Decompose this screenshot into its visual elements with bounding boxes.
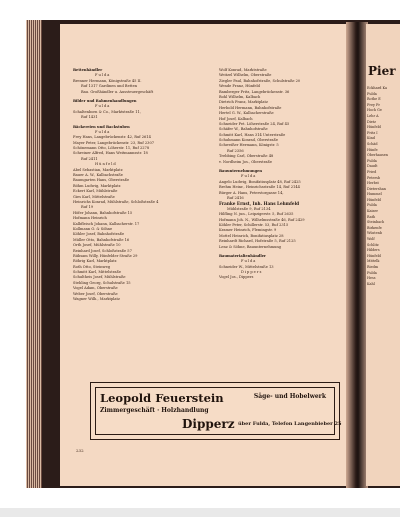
directory-entry: Heinrichs Konrad, Mühlstraße, Schloßstraße 4: [73, 199, 159, 204]
right-page-line: Hoch Ge: [367, 108, 382, 113]
directory-entry: Wende Franz, Hünfeld: [219, 84, 260, 89]
section-heading: Bettenhändler: [73, 68, 103, 72]
directory-entry: Reinhard Josef, Schloßstraße 57: [73, 248, 132, 253]
directory-entry: Kramer Heinrich, Flemingstr. 9: [219, 228, 277, 233]
directory-entry: Lenz & Söhne, Bauunternehmung: [219, 244, 281, 249]
page-edges: [26, 20, 42, 488]
directory-entry: Bamberger Fritz, Langebrückenstr. 36: [219, 89, 290, 94]
ad-trade-secondary: Zimmergeschäft · Holzhandlung: [100, 407, 209, 414]
directory-entry: Schaltenborn & Co., Marktstraße 11,: [73, 109, 141, 114]
right-page-line: Wüstenb: [367, 231, 382, 236]
directory-entry: Mühlstraße 9, Ruf 2134: [227, 206, 271, 211]
right-page-line: Hess: [367, 276, 376, 281]
directory-entry: Rübsam Willy, Hünfelder Straße 29: [73, 253, 138, 258]
directory-entry: Höfer Johann, Bahnhofstraße 15: [73, 210, 133, 215]
right-page-line: Kaiser: [367, 209, 379, 214]
directory-entry: Herbold Hermann, Bahnhofstraße: [219, 105, 282, 110]
directory-entry: Müller Otto, Bahnhofstraße 16: [73, 237, 130, 242]
place-heading: Fulda: [241, 174, 257, 179]
directory-entry: Schultheis Josef, Mühlstraße: [73, 275, 126, 280]
directory-entry: Schönemann Otto, Löherstr. 11, Ruf 2278: [73, 146, 150, 151]
right-page-line: Fulda: [367, 158, 377, 163]
place-heading: Fulda: [95, 104, 111, 109]
right-page-line: Fulda: [367, 203, 377, 208]
section-heading: Bilder und Rahmenhandlungen: [73, 98, 137, 103]
directory-entry: Mottel Heinrich, Bonifatiusplatz 28: [219, 233, 284, 238]
directory-entry: Weber Josef, Oberstraße: [73, 291, 118, 296]
right-page-line: Hünfeld: [367, 197, 381, 202]
directory-entry: v. Nordheim Jos., Oberstraße: [219, 159, 272, 164]
book-gutter: [346, 22, 368, 488]
directory-entry: Ruf 1317 Gardinen und Betten: [81, 84, 138, 89]
directory-entry: Schuhmann Konrad, Oberstraße: [219, 138, 279, 143]
directory-entry: Kollmann O. & Söhne: [73, 226, 113, 231]
right-page-line: Kind: [367, 136, 375, 141]
right-page-line: Birkenfe: [367, 225, 382, 230]
right-page-line: Hünfeld: [367, 253, 381, 258]
directory-entry: Gies Karl, Mittelstraße: [73, 194, 115, 199]
directory-entry: Kalbfleisch Johann, Kalbacherstr. 17: [73, 221, 140, 226]
directory-entry: Schreiner Alfred, Hans Weitmannsstr. 18: [73, 151, 148, 156]
right-page-line: Hünfe: [367, 147, 378, 152]
directory-entry: Weitzel Wilhelm, Oberstraße: [219, 73, 272, 78]
right-page-line: Mittelk: [367, 259, 380, 264]
right-page-line: Eckhard Ka: [367, 86, 388, 90]
directory-entry: Ruf 2356: [227, 148, 244, 153]
right-page-line: Riedm: [367, 265, 379, 269]
place-heading: Dipperz: [241, 270, 263, 275]
directory-entry: Ruf 2416: [227, 195, 244, 200]
right-page-line: Rath: [367, 214, 376, 219]
directory-entry: Wolf Konrad, Marktstraße: [219, 68, 267, 72]
directory-entry: Schweißer Hermann, Königstr. 5: [219, 143, 279, 148]
directory-entry: Baumgarten Hans, Oberstraße: [73, 178, 130, 183]
directory-entry: Ruf 2411: [81, 156, 98, 161]
directory-entry: Bauer A. W., Kalbachstraße: [73, 173, 123, 178]
section-heading: Bäckereien und Backstuben: [73, 124, 130, 129]
directory-entry: Hof Josef, Kalbach: [219, 116, 253, 121]
right-page-line: Dietz: [367, 119, 376, 124]
directory-entry: Bau. Großhändler u. Aussteuergeschäft: [81, 89, 154, 94]
right-page-line: Fritz I: [367, 130, 378, 135]
right-page-line: Steinbach: [367, 220, 385, 225]
right-page-line: Schäd: [367, 141, 378, 146]
directory-entry: Köhler Josef, Bahnhofstraße: [73, 232, 125, 237]
right-page-line: Kahl: [367, 281, 375, 286]
ad-trade: Säge- und Hobelwerk: [253, 393, 326, 400]
right-page-line: Daudt: [367, 164, 378, 169]
right-page-line: Schlitz: [367, 242, 379, 247]
right-page: [366, 24, 400, 486]
ad-company-name: Leopold Feuerstein: [100, 391, 224, 405]
directory-entry: Schneider W., Mittelstraße 13: [219, 264, 274, 269]
right-page-line: Petersb: [367, 175, 381, 180]
section-heading: Bauunternehmungen: [219, 169, 262, 174]
directory-entry: Trebbing Carl, Oberstraße 48: [219, 154, 274, 159]
directory-entry: Eckert Karl, Mühlstraße: [73, 189, 118, 194]
ad-town: Dipperz: [182, 417, 235, 431]
right-page-lines: [367, 86, 400, 287]
directory-entry: Ruf 19: [81, 205, 94, 210]
page-number: 232: [76, 448, 84, 453]
right-page-line: Rothe E: [367, 97, 381, 102]
directory-entry: Brenner Hermann, Königstraße 45 II.: [73, 78, 142, 83]
directory-entry: Hilfling N. jun., Leipzigerstr. 5, Ruf 2635: [219, 212, 294, 217]
directory-entry: Reinhardt Richard, Hofstraße 5, Ruf 2125: [219, 239, 296, 244]
directory-entry: Abel Sebastian, Marktplatz: [73, 167, 123, 172]
directory-entry: Röhrig Karl, Marktplatz: [73, 259, 117, 264]
directory-entry: Bohl Wilhelm, Kalbach: [219, 94, 261, 99]
right-page-line: Fried: [367, 169, 377, 174]
directory-entry: Frey Hans, Langebrückenstr. 42, Ruf 2614: [73, 135, 151, 140]
directory-entry: Dietrich Franz, Marktplatz: [219, 100, 268, 105]
right-page-header: Pier: [368, 64, 396, 78]
directory-entry: Franke Ernst, Inh. Hans Lehmfeld: [219, 201, 300, 207]
right-page-line: Frey Fr: [367, 102, 380, 107]
directory-entry: Schmitt Karl, Hans 314 Unterstraße: [219, 132, 286, 137]
directory-entry: Roth Otto, Steinweg: [73, 264, 111, 269]
directory-entry: Hofmann Heinrich: [73, 216, 107, 221]
directory-entry: Ziegler Paul, Bahnhofstraße, Schulstraße 20: [219, 78, 301, 83]
directory-entry: Schneider Pet. Löherstraße 24, Ruf 45: [219, 121, 290, 126]
right-page-line: Hünfeld: [367, 125, 381, 130]
directory-entry: Mayer Peter, Langebrückenstr. 23, Ruf 2307: [73, 140, 155, 145]
directory-entry: Hofmann Joh. N., Wilhelmsstraße 46, Ruf 2429: [219, 217, 305, 222]
directory-entry: Angelo Ludwig, Bonifatiusplatz 48, Ruf 2425: [219, 179, 301, 184]
directory-entry: Böhm Ludwig, Marktplatz: [73, 183, 121, 188]
advertisement-box: [90, 382, 340, 440]
section-heading: Baumaterialienhändler: [219, 253, 266, 258]
directory-entry: Brehm Heinr., Heinrichsstraße 14, Ruf 2144: [219, 185, 300, 190]
directory-entry: Vogel Adam, Oberstraße: [73, 286, 118, 291]
directory-entry: Schäfer W., Bahnhofstraße: [219, 127, 268, 132]
right-page-line: Herbst: [367, 181, 379, 186]
directory-entry: Vogel Jos., Dipperz: [219, 275, 254, 280]
directory-entry: Wagner Wilh., Marktplatz: [73, 297, 120, 302]
place-heading: Fulda: [241, 259, 257, 264]
right-page-line: Lehr A: [367, 113, 379, 118]
right-column: [219, 68, 347, 281]
directory-entry: Hertel G. W., Kalbacherstraße: [219, 111, 274, 116]
right-page-line: Hummel: [367, 192, 382, 197]
directory-entry: Stehling Georg, Schulstraße 15: [73, 280, 131, 285]
right-page-line: Hilders: [367, 248, 380, 253]
bottom-strip: [0, 508, 400, 517]
left-column: [73, 68, 201, 302]
ad-location: über Fulda, Telefon Langenbieber 25: [238, 421, 342, 427]
right-page-line: Fulda: [367, 91, 377, 96]
right-page-line: Fulda: [367, 270, 377, 275]
place-heading: Hünfeld: [95, 162, 117, 167]
place-heading: Fulda: [95, 129, 111, 134]
directory-entry: Bürger A. Hans, Peterstorgasse 14,: [219, 190, 284, 195]
place-heading: Fulda: [95, 73, 111, 78]
directory-entry: Orth Josef, Mühlstraße 10: [73, 243, 121, 248]
right-page-line: Dietershan: [367, 186, 386, 191]
directory-entry: Köhler Peter, Schillerstr. 53, Ruf 2315: [219, 222, 289, 227]
directory-entry: Ruf 1431: [81, 115, 98, 120]
directory-entry: Schmitt Karl, Mittelstraße: [73, 270, 122, 275]
right-page-line: Oberhausen: [367, 153, 388, 158]
right-page-line: Wolf: [367, 237, 375, 242]
